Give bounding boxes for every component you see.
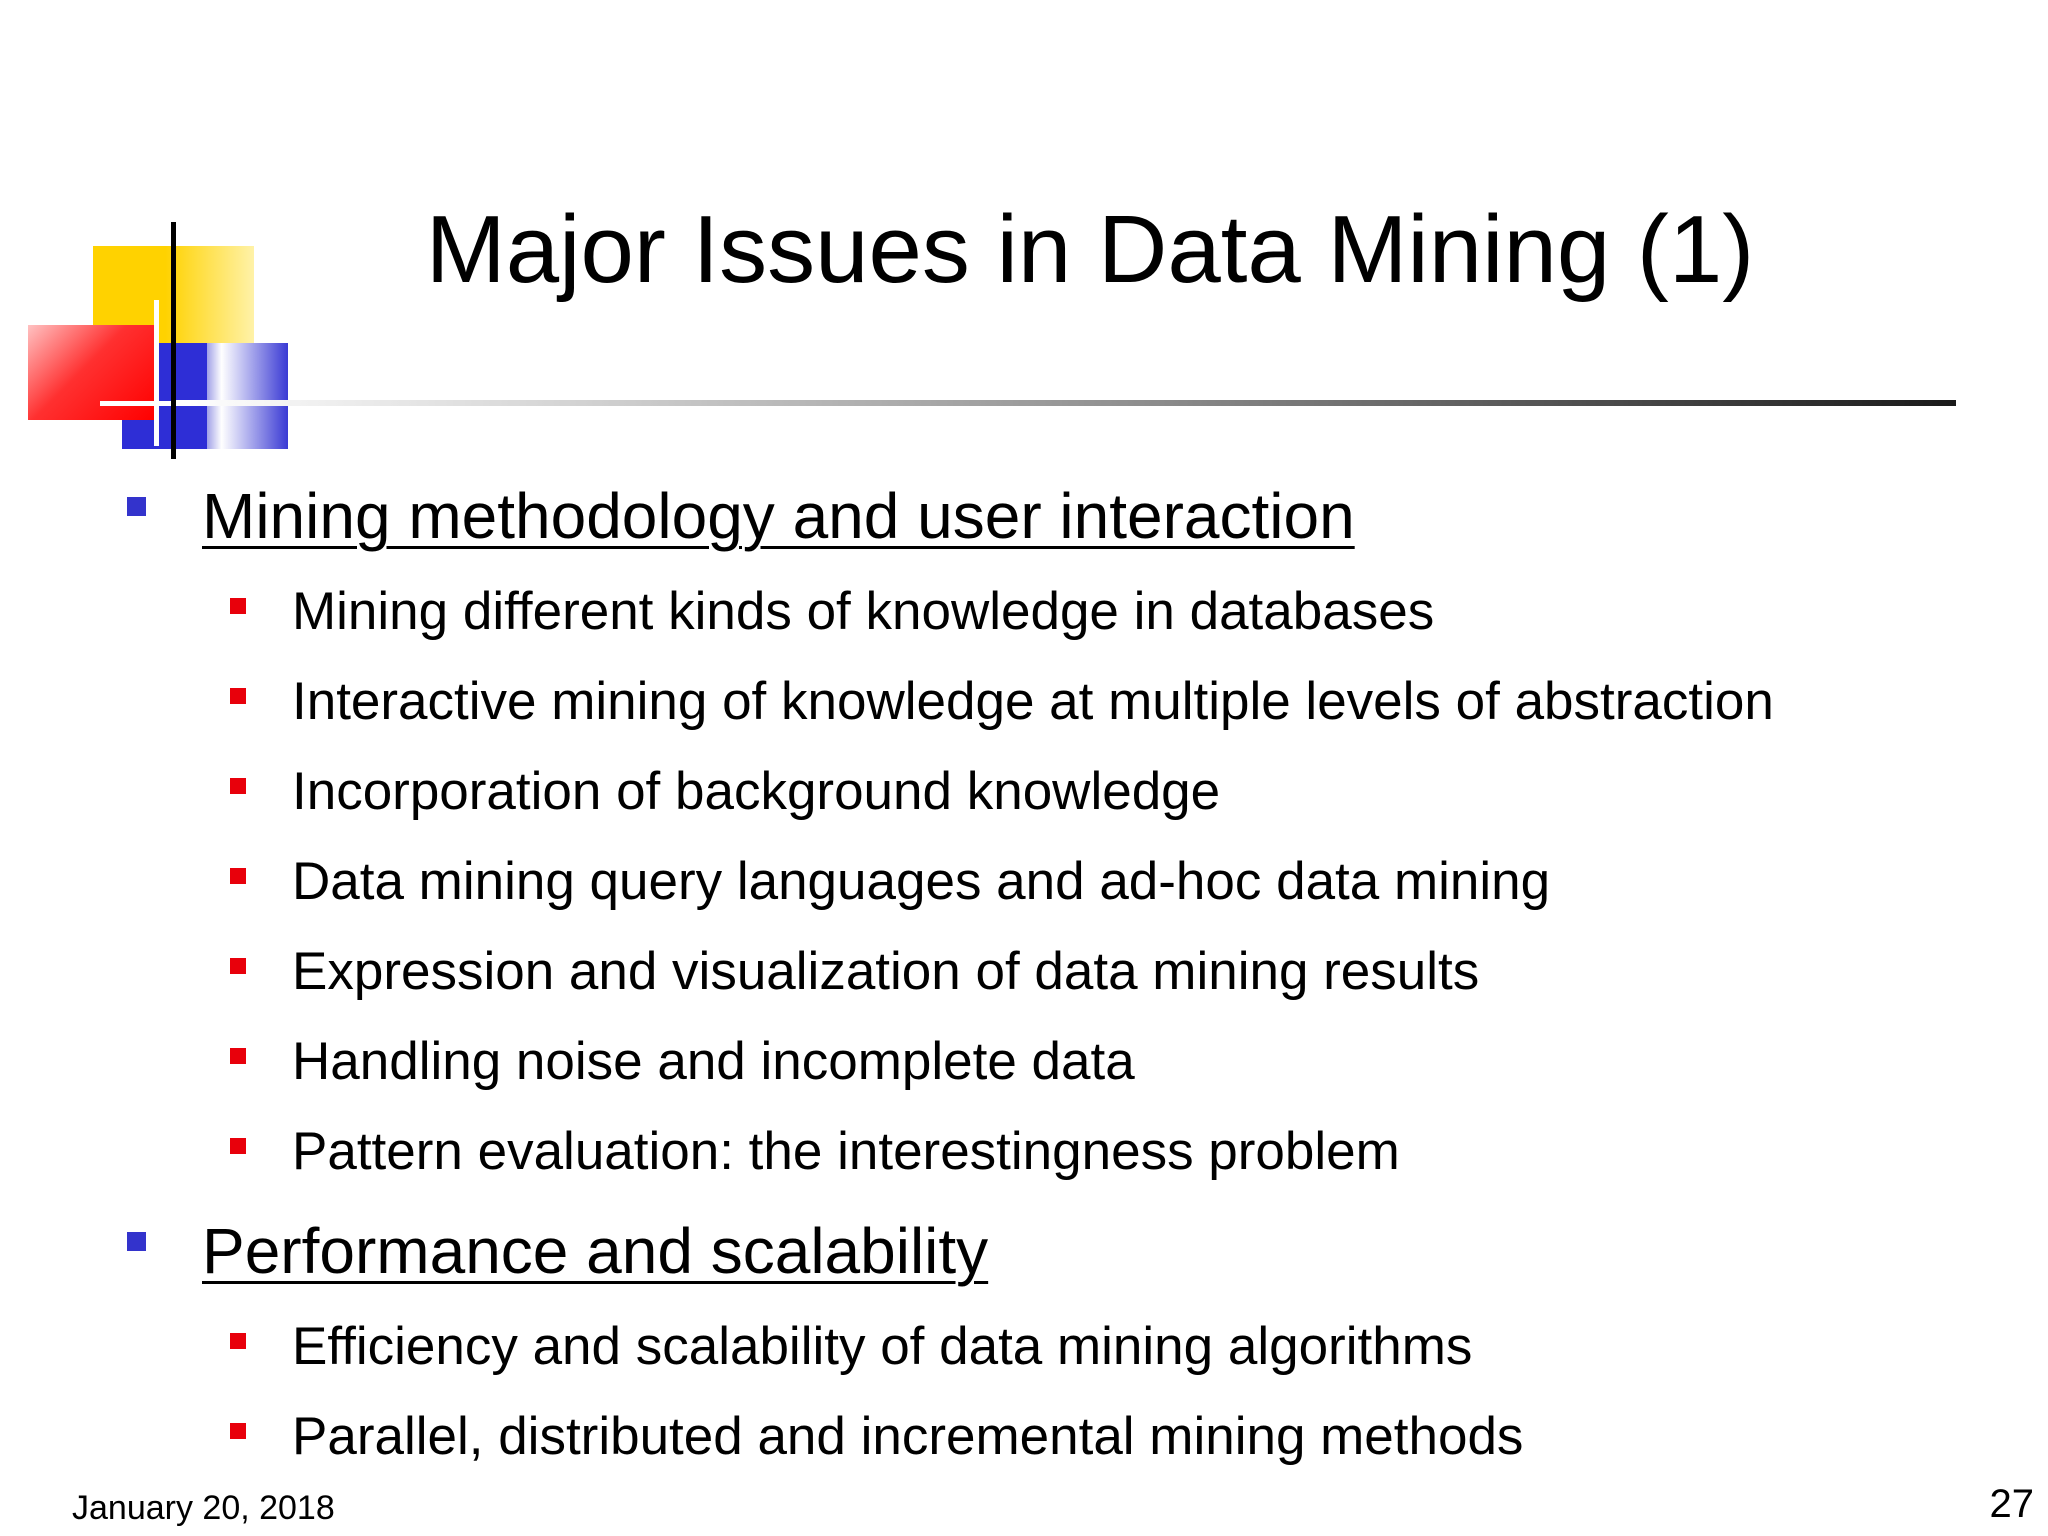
level2-bullet-icon (230, 778, 246, 794)
level2-bullet-icon (230, 868, 246, 884)
level2-bullet-icon (230, 1423, 246, 1439)
level2-bullet-icon (230, 598, 246, 614)
list-item: Mining different kinds of knowledge in databases (292, 582, 1435, 641)
list-item: Interactive mining of knowledge at multiple levels of abstraction (292, 672, 1774, 731)
level2-bullet-icon (230, 1333, 246, 1349)
level1-bullet-icon (127, 1232, 146, 1251)
list-item: Parallel, distributed and incremental mining methods (292, 1407, 1524, 1466)
level1-bullet-icon (127, 497, 146, 516)
list-item: Efficiency and scalability of data mining algorithms (292, 1317, 1473, 1376)
level2-bullet-icon (230, 1048, 246, 1064)
list-item: Data mining query languages and ad-hoc data mining (292, 852, 1551, 911)
page-number: 27 (1989, 1482, 2034, 1526)
list-item: Incorporation of background knowledge (292, 762, 1221, 821)
slide-title: Major Issues in Data Mining (1) (425, 196, 1755, 303)
level2-bullet-icon (230, 958, 246, 974)
section-heading: Performance and scalability (202, 1215, 989, 1287)
list-item: Handling noise and incomplete data (292, 1032, 1135, 1091)
footer-date: January 20, 2018 (72, 1489, 335, 1527)
list-item: Expression and visualization of data mining results (292, 942, 1480, 1001)
level2-bullet-icon (230, 688, 246, 704)
list-item: Pattern evaluation: the interestingness problem (292, 1122, 1400, 1181)
level2-bullet-icon (230, 1138, 246, 1154)
section-heading: Mining methodology and user interaction (202, 480, 1355, 552)
